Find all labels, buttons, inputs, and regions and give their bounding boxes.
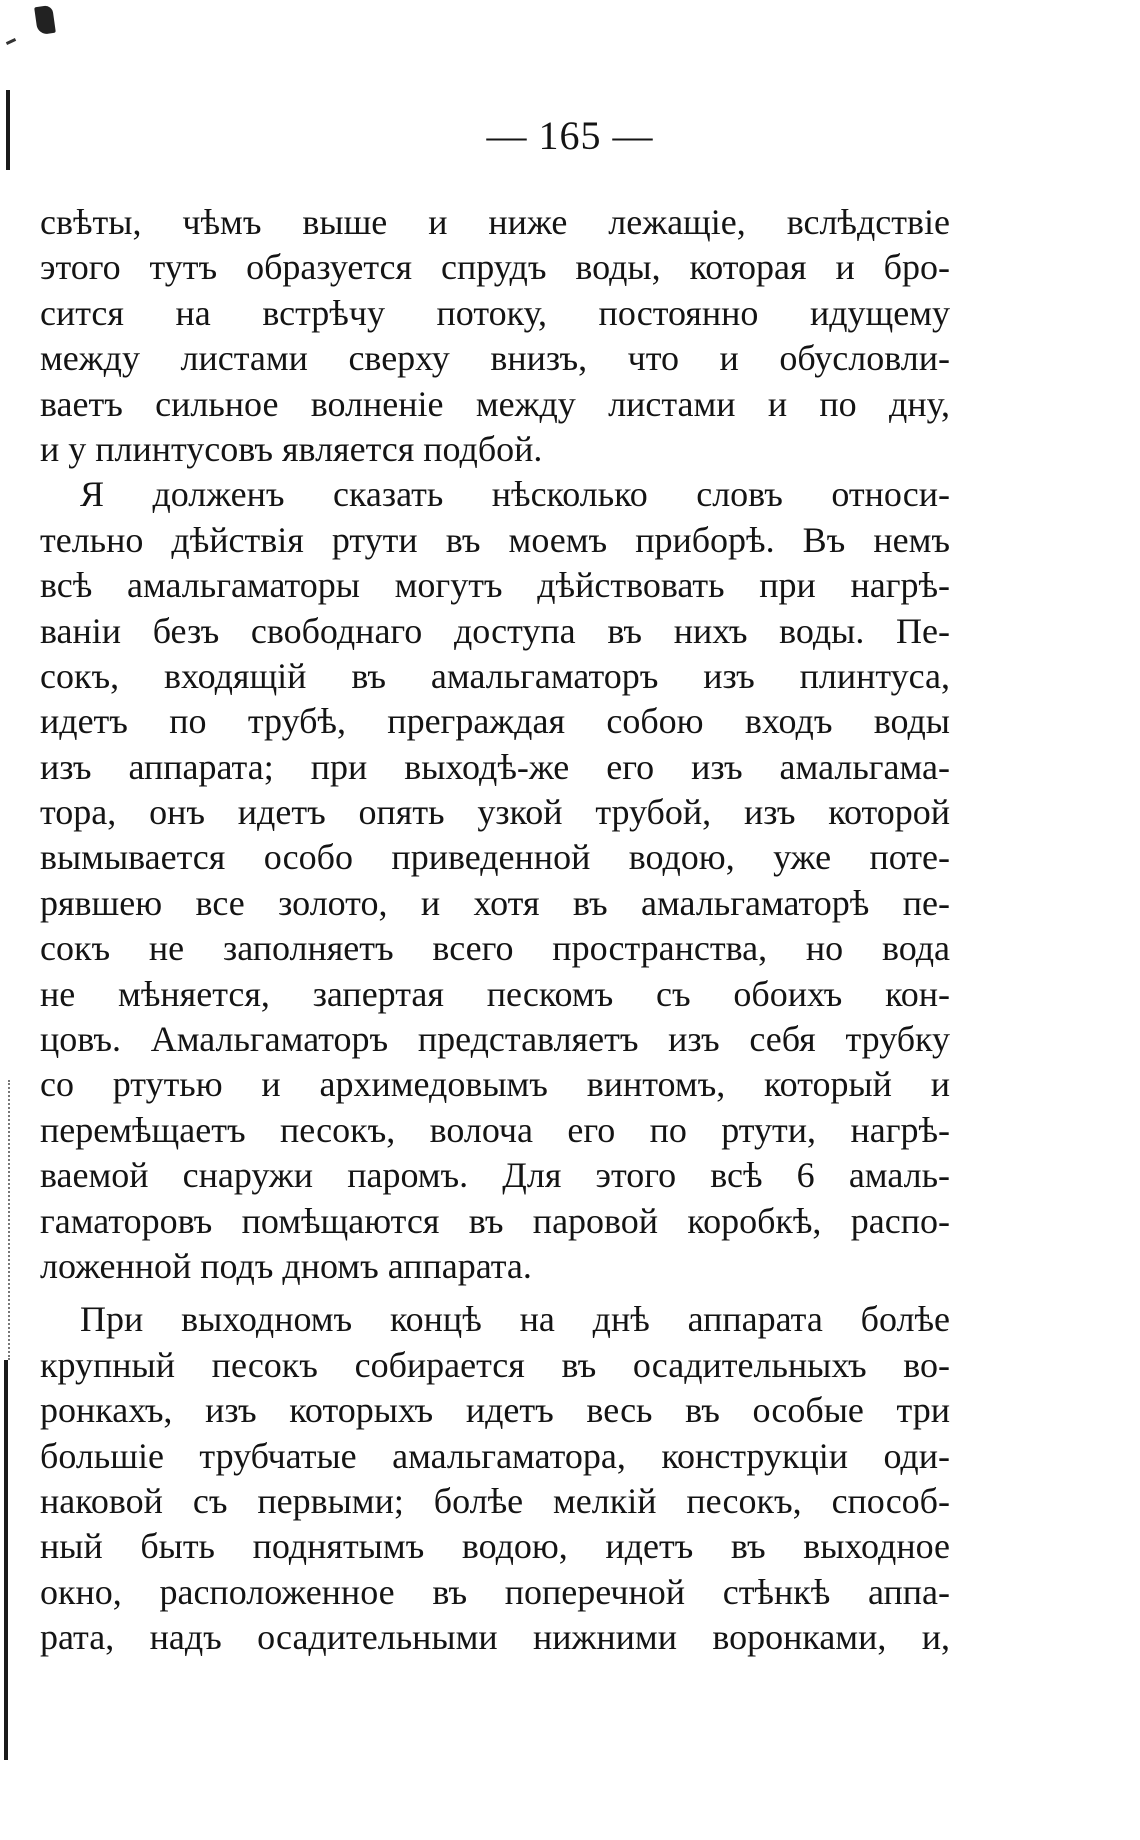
text-line: рявшею все золото, и хотя въ амальгаматорѣ пе- xyxy=(40,882,950,923)
scan-edge-mark xyxy=(4,1360,8,1760)
text-line: гаматоровъ помѣщаются въ паровой коробкѣ, распо- xyxy=(40,1200,950,1241)
text-line: Я долженъ сказать нѣсколько словъ относи- xyxy=(80,474,950,515)
text-line: между листами сверху внизъ, что и обусловли- xyxy=(40,338,950,379)
text-line: сокъ не заполняетъ всего пространства, но вода xyxy=(40,928,950,969)
text-line: идетъ по трубѣ, преграждая собою входъ воды xyxy=(40,701,950,742)
text-line: и у плинтусовъ является подбой. xyxy=(40,428,543,469)
text-line: сокъ, входящій въ амальгаматоръ изъ плинтуса, xyxy=(40,655,950,696)
text-line: вымывается особо приведенной водою, уже поте- xyxy=(40,837,950,878)
text-line: ложенной подъ дномъ аппарата. xyxy=(40,1245,532,1286)
text-line: наковой съ первыми; болѣе мелкій песокъ, способ- xyxy=(40,1480,950,1521)
text-line: тельно дѣйствія ртути въ моемъ приборѣ. Въ немъ xyxy=(40,519,950,560)
text-line: рата, надъ осадительными нижними воронками, и, xyxy=(40,1617,950,1658)
text-line: большіе трубчатые амальгаматора, конструкціи оди- xyxy=(40,1435,950,1476)
text-line: не мѣняется, запертая пескомъ съ обоихъ кон- xyxy=(40,973,950,1014)
text-line: крупный песокъ собирается въ осадительныхъ во- xyxy=(40,1344,950,1385)
scan-speck xyxy=(34,5,56,35)
text-line: сится на встрѣчу потоку, постоянно идущему xyxy=(40,292,950,333)
text-line: изъ аппарата; при выходѣ-же его изъ амальгама- xyxy=(40,746,950,787)
text-line: ронкахъ, изъ которыхъ идетъ весь въ особые три xyxy=(40,1390,950,1431)
text-line: цовъ. Амальгаматоръ представляетъ изъ себя трубку xyxy=(40,1019,950,1060)
scan-speck xyxy=(6,38,16,45)
text-line: ваніи безъ свободнаго доступа въ нихъ воды. Пе- xyxy=(40,610,950,651)
text-line: ный быть поднятымъ водою, идетъ въ выходное xyxy=(40,1526,950,1567)
text-line: этого тутъ образуется спрудъ воды, которая и бро- xyxy=(40,247,950,288)
paragraph-gap xyxy=(40,1289,950,1297)
text-line: тора, онъ идетъ опять узкой трубой, изъ которой xyxy=(40,792,950,833)
text-line: всѣ амальгаматоры могутъ дѣйствовать при нагрѣ- xyxy=(40,565,950,606)
text-line: свѣты, чѣмъ выше и ниже лежащіе, вслѣдствіе xyxy=(40,202,950,242)
page-number: — 165 — xyxy=(486,113,654,158)
text-line: ваетъ сильное волненіе между листами и по дну, xyxy=(40,383,950,424)
body-text xyxy=(40,200,950,1661)
text-line: со ртутью и архимедовымъ винтомъ, который и xyxy=(40,1064,950,1105)
text-line: При выходномъ концѣ на днѣ аппарата болѣе xyxy=(80,1299,950,1340)
text-line: перемѣщаетъ песокъ, волоча его по ртути, нагрѣ- xyxy=(40,1109,950,1150)
scan-edge-mark xyxy=(8,1080,10,1360)
text-line: окно, расположенное въ поперечной стѣнкѣ аппа- xyxy=(40,1571,950,1612)
text-line: ваемой снаружи паромъ. Для этого всѣ 6 амаль- xyxy=(40,1155,950,1196)
